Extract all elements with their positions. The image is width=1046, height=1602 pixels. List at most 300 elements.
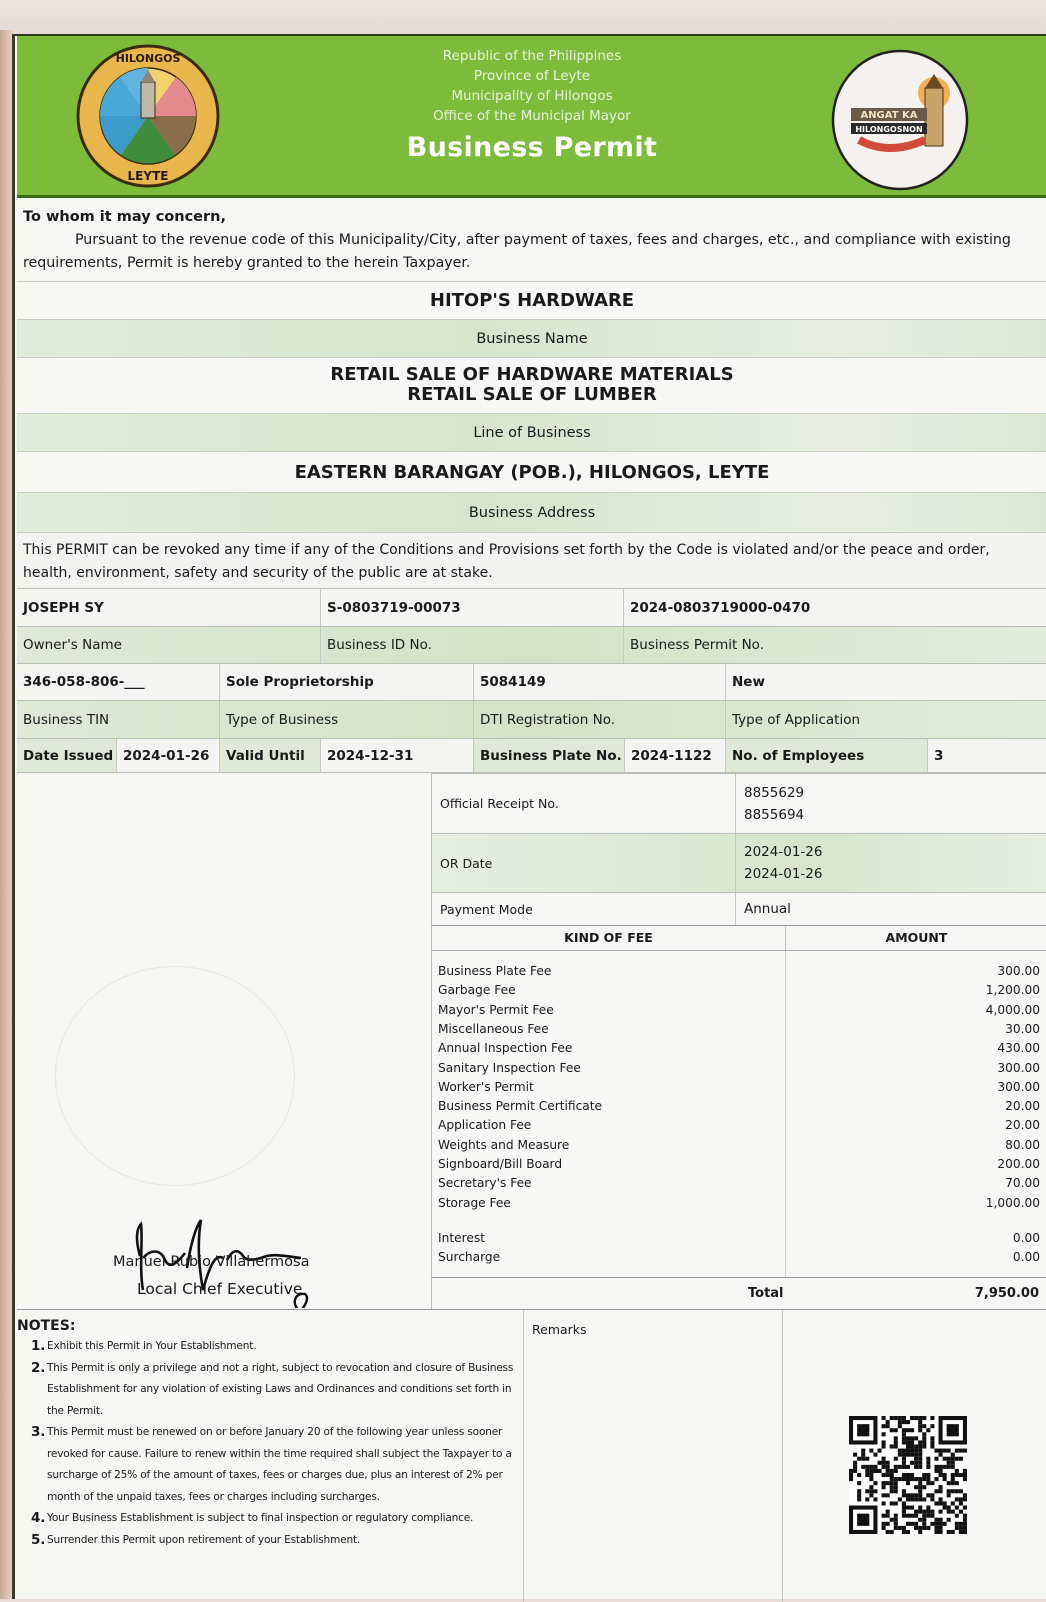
fee-row bbox=[432, 1041, 1046, 1060]
fee-name: Secretary's Fee bbox=[438, 1176, 532, 1191]
qr-module bbox=[910, 1444, 914, 1448]
qr-module bbox=[947, 1493, 951, 1497]
qr-module bbox=[906, 1465, 910, 1469]
qr-module bbox=[894, 1514, 898, 1518]
fee-name: Garbage Fee bbox=[438, 983, 516, 998]
qr-module bbox=[963, 1473, 967, 1477]
qr-module bbox=[894, 1444, 898, 1448]
note-item bbox=[17, 1358, 523, 1423]
background-surface bbox=[0, 0, 1046, 36]
note-item bbox=[17, 1530, 523, 1552]
qr-module bbox=[902, 1530, 906, 1534]
fee-row bbox=[432, 983, 1046, 1002]
qr-module bbox=[922, 1522, 926, 1526]
qr-module bbox=[922, 1514, 926, 1518]
qr-module bbox=[959, 1473, 963, 1477]
qr-module bbox=[922, 1473, 926, 1477]
qr-module bbox=[857, 1481, 861, 1485]
qr-module bbox=[861, 1449, 865, 1453]
qr-module bbox=[930, 1440, 934, 1444]
qr-module bbox=[886, 1510, 890, 1514]
qr-module bbox=[914, 1416, 918, 1420]
note-text: Your Business Establishment is subject to final inspection or regulatory compliance. bbox=[47, 1512, 474, 1524]
qr-module bbox=[906, 1493, 910, 1497]
qr-module bbox=[906, 1449, 910, 1453]
line-of-business-value bbox=[17, 357, 1046, 413]
qr-module bbox=[934, 1489, 938, 1493]
qr-module bbox=[898, 1424, 902, 1428]
qr-module bbox=[902, 1416, 906, 1420]
qr-module bbox=[914, 1465, 918, 1469]
qr-module bbox=[922, 1477, 926, 1481]
qr-module bbox=[918, 1465, 922, 1469]
or-date-row bbox=[431, 833, 1046, 892]
fee-row bbox=[432, 1176, 1046, 1195]
qr-module bbox=[902, 1461, 906, 1465]
qr-module bbox=[890, 1501, 894, 1505]
qr-module bbox=[869, 1493, 873, 1497]
qr-module bbox=[922, 1518, 926, 1522]
qr-module bbox=[914, 1497, 918, 1501]
qr-module bbox=[914, 1522, 918, 1526]
qr-module bbox=[906, 1436, 910, 1440]
qr-module bbox=[906, 1514, 910, 1518]
qr-module bbox=[894, 1465, 898, 1469]
qr-module bbox=[886, 1493, 890, 1497]
fee-name: Weights and Measure bbox=[438, 1137, 570, 1152]
business-type-label: Type of Business bbox=[220, 701, 474, 738]
signatory-name: Manuel Rubio Villahermosa bbox=[113, 1254, 310, 1270]
permit-number-value: 2024-0803719000-0470 bbox=[630, 599, 811, 616]
qr-module bbox=[918, 1485, 922, 1489]
qr-module bbox=[882, 1444, 886, 1448]
valid-until-value: 2024-12-31 bbox=[321, 739, 474, 772]
qr-module bbox=[910, 1477, 914, 1481]
qr-module bbox=[849, 1477, 853, 1481]
qr-module bbox=[894, 1522, 898, 1526]
qr-module bbox=[947, 1449, 951, 1453]
dti-number-value: 5084149 bbox=[474, 664, 726, 700]
qr-module bbox=[882, 1493, 886, 1497]
valid-until-label: Valid Until bbox=[220, 739, 321, 772]
qr-module bbox=[898, 1449, 902, 1453]
qr-module bbox=[886, 1424, 890, 1428]
qr-module bbox=[939, 1485, 943, 1489]
qr-module bbox=[910, 1506, 914, 1510]
qr-module bbox=[926, 1506, 930, 1510]
qr-module bbox=[922, 1416, 926, 1420]
qr-module bbox=[869, 1473, 873, 1477]
qr-module bbox=[906, 1481, 910, 1485]
dti-number-label: DTI Registration No. bbox=[474, 701, 726, 738]
qr-module bbox=[902, 1526, 906, 1530]
fee-amount: 20.00 bbox=[1005, 1099, 1040, 1114]
details-row-values-2 bbox=[17, 663, 1046, 700]
qr-module bbox=[865, 1489, 869, 1493]
header-line: Office of the Municipal Mayor bbox=[433, 108, 631, 124]
header-line: Province of Leyte bbox=[473, 68, 591, 84]
fee-row bbox=[432, 964, 1046, 983]
qr-module bbox=[918, 1493, 922, 1497]
qr-module bbox=[930, 1497, 934, 1501]
qr-module bbox=[951, 1453, 955, 1457]
qr-module bbox=[951, 1477, 955, 1481]
document-title: Business Permit bbox=[406, 132, 658, 163]
qr-module bbox=[882, 1424, 886, 1428]
qr-module bbox=[934, 1465, 938, 1469]
qr-module bbox=[914, 1485, 918, 1489]
qr-module bbox=[926, 1457, 930, 1461]
fee-amount: 0.00 bbox=[1012, 1230, 1040, 1245]
qr-module bbox=[939, 1530, 943, 1534]
qr-module bbox=[918, 1506, 922, 1510]
fee-amount: 30.00 bbox=[1005, 1021, 1040, 1036]
qr-module bbox=[963, 1497, 967, 1501]
qr-module bbox=[955, 1506, 959, 1510]
fee-name: Worker's Permit bbox=[438, 1079, 534, 1094]
qr-module bbox=[894, 1518, 898, 1522]
qr-module bbox=[918, 1449, 922, 1453]
qr-module bbox=[930, 1416, 934, 1420]
qr-module bbox=[918, 1461, 922, 1465]
qr-module bbox=[894, 1477, 898, 1481]
qr-module bbox=[939, 1489, 943, 1493]
qr-module bbox=[886, 1473, 890, 1477]
amount-header: AMOUNT bbox=[885, 930, 948, 945]
business-type-value: Sole Proprietorship bbox=[220, 664, 474, 700]
qr-module bbox=[922, 1444, 926, 1448]
qr-module bbox=[886, 1420, 890, 1424]
fee-row bbox=[432, 1157, 1046, 1176]
qr-module bbox=[959, 1526, 963, 1530]
svg-text:LEYTE: LEYTE bbox=[127, 169, 169, 183]
signatory-title: Local Chief Executive bbox=[137, 1280, 303, 1298]
qr-module bbox=[902, 1440, 906, 1444]
qr-module bbox=[963, 1518, 967, 1522]
business-id-label: Business ID No. bbox=[321, 627, 624, 663]
qr-module bbox=[918, 1481, 922, 1485]
qr-module bbox=[939, 1453, 943, 1457]
business-id-value: S-0803719-00073 bbox=[321, 589, 624, 626]
qr-module bbox=[914, 1436, 918, 1440]
qr-module bbox=[926, 1510, 930, 1514]
details-row-labels-2 bbox=[17, 700, 1046, 738]
fee-name: Application Fee bbox=[438, 1118, 532, 1133]
dry-seal-stamp bbox=[55, 966, 295, 1186]
qr-module bbox=[926, 1526, 930, 1530]
owner-name-label: Owner's Name bbox=[17, 627, 321, 663]
note-text: Surrender this Permit upon retirement of your Establishment. bbox=[47, 1533, 361, 1546]
qr-module bbox=[873, 1497, 877, 1501]
qr-module bbox=[902, 1420, 906, 1424]
qr-module bbox=[963, 1506, 967, 1510]
qr-module bbox=[939, 1518, 943, 1522]
qr-module bbox=[890, 1428, 894, 1432]
qr-module bbox=[857, 1493, 861, 1497]
qr-module bbox=[943, 1457, 947, 1461]
qr-module bbox=[939, 1510, 943, 1514]
qr-module bbox=[882, 1465, 886, 1469]
logo-text-angat: ANGAT KA bbox=[860, 110, 918, 121]
qr-module bbox=[894, 1481, 898, 1485]
qr-module bbox=[898, 1477, 902, 1481]
qr-module bbox=[906, 1444, 910, 1448]
qr-module bbox=[906, 1506, 910, 1510]
qr-module bbox=[906, 1497, 910, 1501]
qr-module bbox=[934, 1522, 938, 1526]
qr-module bbox=[869, 1489, 873, 1493]
qr-module bbox=[930, 1510, 934, 1514]
qr-module bbox=[943, 1522, 947, 1526]
fee-amount: 20.00 bbox=[1005, 1118, 1040, 1133]
application-type-label: Type of Application bbox=[732, 711, 861, 728]
qr-module bbox=[951, 1457, 955, 1461]
qr-module bbox=[943, 1473, 947, 1477]
qr-module bbox=[857, 1489, 861, 1493]
qr-module bbox=[934, 1457, 938, 1461]
qr-module bbox=[914, 1526, 918, 1530]
qr-module bbox=[853, 1453, 857, 1457]
qr-module bbox=[882, 1526, 886, 1530]
qr-module bbox=[930, 1514, 934, 1518]
qr-module bbox=[918, 1489, 922, 1493]
notes-list bbox=[17, 1336, 523, 1551]
qr-module bbox=[955, 1526, 959, 1530]
fee-amount: 300.00 bbox=[997, 1060, 1040, 1075]
qr-module bbox=[894, 1526, 898, 1530]
qr-module bbox=[882, 1440, 886, 1444]
fee-amount: 80.00 bbox=[1005, 1137, 1040, 1152]
fee-name: Surcharge bbox=[438, 1250, 501, 1265]
qr-module bbox=[922, 1432, 926, 1436]
qr-module bbox=[902, 1428, 906, 1432]
qr-module bbox=[857, 1424, 869, 1436]
fee-name: Mayor's Permit Fee bbox=[438, 1002, 554, 1017]
qr-module bbox=[861, 1457, 865, 1461]
notes-block bbox=[17, 1318, 523, 1551]
qr-module bbox=[857, 1514, 869, 1526]
qr-module bbox=[914, 1514, 918, 1518]
qr-module bbox=[939, 1469, 943, 1473]
qr-module bbox=[918, 1444, 922, 1448]
qr-module bbox=[918, 1518, 922, 1522]
qr-module bbox=[894, 1428, 898, 1432]
fee-name: Signboard/Bill Board bbox=[438, 1157, 563, 1171]
qr-module bbox=[865, 1473, 869, 1477]
qr-module bbox=[943, 1477, 947, 1481]
plate-number-label: Business Plate No. bbox=[474, 739, 625, 772]
qr-module bbox=[930, 1481, 934, 1485]
qr-module bbox=[902, 1432, 906, 1436]
qr-module bbox=[902, 1453, 906, 1457]
qr-module bbox=[959, 1501, 963, 1505]
qr-module bbox=[882, 1522, 886, 1526]
qr-module bbox=[943, 1506, 947, 1510]
qr-module bbox=[882, 1485, 886, 1489]
qr-module bbox=[890, 1489, 894, 1493]
qr-module bbox=[882, 1457, 886, 1461]
tin-label: Business TIN bbox=[17, 701, 220, 738]
qr-module bbox=[959, 1530, 963, 1534]
qr-module bbox=[943, 1501, 947, 1505]
qr-module bbox=[926, 1514, 930, 1518]
business-name-label: Business Name bbox=[17, 319, 1046, 357]
qr-module bbox=[886, 1481, 890, 1485]
qr-module bbox=[934, 1469, 938, 1473]
qr-module bbox=[959, 1449, 963, 1453]
qr-module bbox=[930, 1444, 934, 1448]
qr-module bbox=[886, 1469, 890, 1473]
qr-module bbox=[865, 1465, 869, 1469]
qr-module bbox=[882, 1461, 886, 1465]
qr-module bbox=[902, 1489, 906, 1493]
qr-module bbox=[930, 1493, 934, 1497]
qr-module bbox=[906, 1473, 910, 1477]
qr-module bbox=[930, 1522, 934, 1526]
logo-text-hilongosnon: HILONGOSNON bbox=[855, 125, 923, 134]
qr-module bbox=[886, 1514, 890, 1518]
qr-module bbox=[951, 1461, 955, 1465]
qr-module bbox=[934, 1518, 938, 1522]
fee-row bbox=[432, 1231, 1046, 1250]
qr-module bbox=[869, 1469, 873, 1473]
qr-module bbox=[910, 1461, 914, 1465]
qr-module bbox=[873, 1465, 877, 1469]
qr-module bbox=[902, 1510, 906, 1514]
qr-module bbox=[902, 1457, 906, 1461]
qr-module bbox=[926, 1481, 930, 1485]
employees-value: 3 bbox=[934, 747, 944, 764]
qr-module bbox=[951, 1473, 955, 1477]
qr-module bbox=[886, 1530, 890, 1534]
qr-module bbox=[894, 1489, 898, 1493]
qr-module bbox=[853, 1469, 857, 1473]
qr-module bbox=[918, 1440, 922, 1444]
qr-module bbox=[890, 1473, 894, 1477]
fee-row bbox=[432, 1138, 1046, 1157]
qr-module bbox=[857, 1473, 861, 1477]
qr-module bbox=[882, 1432, 886, 1436]
intro-section bbox=[23, 206, 1033, 275]
qr-module bbox=[918, 1477, 922, 1481]
fee-name: Miscellaneous Fee bbox=[438, 1021, 549, 1036]
payment-mode-value: Annual bbox=[744, 901, 791, 917]
fee-amount: 300.00 bbox=[997, 964, 1040, 978]
qr-module bbox=[873, 1453, 877, 1457]
qr-module bbox=[963, 1469, 967, 1473]
qr-module bbox=[914, 1477, 918, 1481]
qr-module bbox=[849, 1473, 853, 1477]
qr-module bbox=[939, 1522, 943, 1526]
business-address-value: EASTERN BARANGAY (POB.), HILONGOS, LEYTE bbox=[17, 451, 1046, 492]
note-item bbox=[17, 1336, 523, 1358]
qr-module bbox=[853, 1461, 857, 1465]
fee-amount: 1,000.00 bbox=[985, 1195, 1040, 1210]
qr-module bbox=[910, 1428, 914, 1432]
qr-module bbox=[873, 1489, 877, 1493]
qr-module bbox=[902, 1493, 906, 1497]
qr-module bbox=[869, 1485, 873, 1489]
qr-module bbox=[890, 1444, 894, 1448]
qr-module bbox=[886, 1465, 890, 1469]
qr-module bbox=[947, 1481, 951, 1485]
qr-module bbox=[926, 1477, 930, 1481]
note-number: 4. bbox=[31, 1510, 46, 1526]
payment-mode-label: Payment Mode bbox=[432, 893, 736, 925]
qr-module bbox=[955, 1481, 959, 1485]
fee-table-body bbox=[431, 951, 1046, 1277]
qr-module bbox=[939, 1501, 943, 1505]
qr-module bbox=[910, 1453, 914, 1457]
qr-module bbox=[865, 1457, 869, 1461]
date-issued-label: Date Issued bbox=[17, 739, 117, 772]
qr-module bbox=[882, 1501, 886, 1505]
qr-module bbox=[882, 1416, 886, 1420]
qr-module bbox=[906, 1477, 910, 1481]
qr-module bbox=[922, 1526, 926, 1530]
greeting: To whom it may concern, bbox=[23, 209, 226, 225]
qr-module bbox=[910, 1514, 914, 1518]
qr-module bbox=[918, 1420, 922, 1424]
fee-amount: 300.00 bbox=[997, 1079, 1040, 1094]
fee-row bbox=[432, 1118, 1046, 1137]
qr-module bbox=[861, 1453, 865, 1457]
fee-row bbox=[432, 1250, 1046, 1269]
fee-total-row bbox=[431, 1277, 1046, 1309]
qr-module bbox=[890, 1469, 894, 1473]
qr-module bbox=[853, 1465, 857, 1469]
qr-module bbox=[934, 1501, 938, 1505]
qr-module bbox=[882, 1481, 886, 1485]
qr-module bbox=[902, 1501, 906, 1505]
payment-mode-row bbox=[431, 892, 1046, 925]
qr-module bbox=[910, 1493, 914, 1497]
qr-module bbox=[894, 1457, 898, 1461]
qr-module bbox=[951, 1501, 955, 1505]
qr-module bbox=[959, 1457, 963, 1461]
fee-row bbox=[432, 1003, 1046, 1022]
qr-module bbox=[877, 1449, 881, 1453]
business-permit-document bbox=[12, 34, 1046, 1599]
qr-module bbox=[934, 1530, 938, 1534]
seal-left-text: HILONGOS bbox=[115, 52, 181, 65]
qr-module bbox=[910, 1473, 914, 1477]
fee-amount: 430.00 bbox=[997, 1041, 1040, 1056]
qr-module bbox=[857, 1497, 861, 1501]
qr-module bbox=[873, 1469, 877, 1473]
notes-remarks-section bbox=[17, 1309, 1046, 1601]
fee-amount: 200.00 bbox=[997, 1157, 1040, 1171]
qr-module bbox=[918, 1497, 922, 1501]
fee-row bbox=[432, 1196, 1046, 1215]
qr-module bbox=[951, 1481, 955, 1485]
qr-module bbox=[902, 1449, 906, 1453]
revocation-notice: This PERMIT can be revoked any time if any of the Conditions and Provisions set forth by the Code is violated and/or the peace and order, health, environment, safety and security of the public are at stake. bbox=[17, 532, 1046, 591]
qr-module bbox=[955, 1489, 959, 1493]
qr-module bbox=[910, 1449, 914, 1453]
tin-value: 346-058-806-___ bbox=[17, 664, 220, 700]
qr-module bbox=[869, 1449, 873, 1453]
total-amount: 7,950.00 bbox=[974, 1286, 1039, 1301]
fee-name: Annual Inspection Fee bbox=[438, 1041, 573, 1056]
qr-module bbox=[898, 1416, 902, 1420]
fee-amount: 1,200.00 bbox=[985, 983, 1040, 998]
permit-header bbox=[17, 36, 1046, 198]
qr-module bbox=[918, 1526, 922, 1530]
qr-code-icon[interactable] bbox=[849, 1416, 967, 1534]
or-date-label: OR Date bbox=[432, 834, 736, 892]
qr-module bbox=[951, 1489, 955, 1493]
